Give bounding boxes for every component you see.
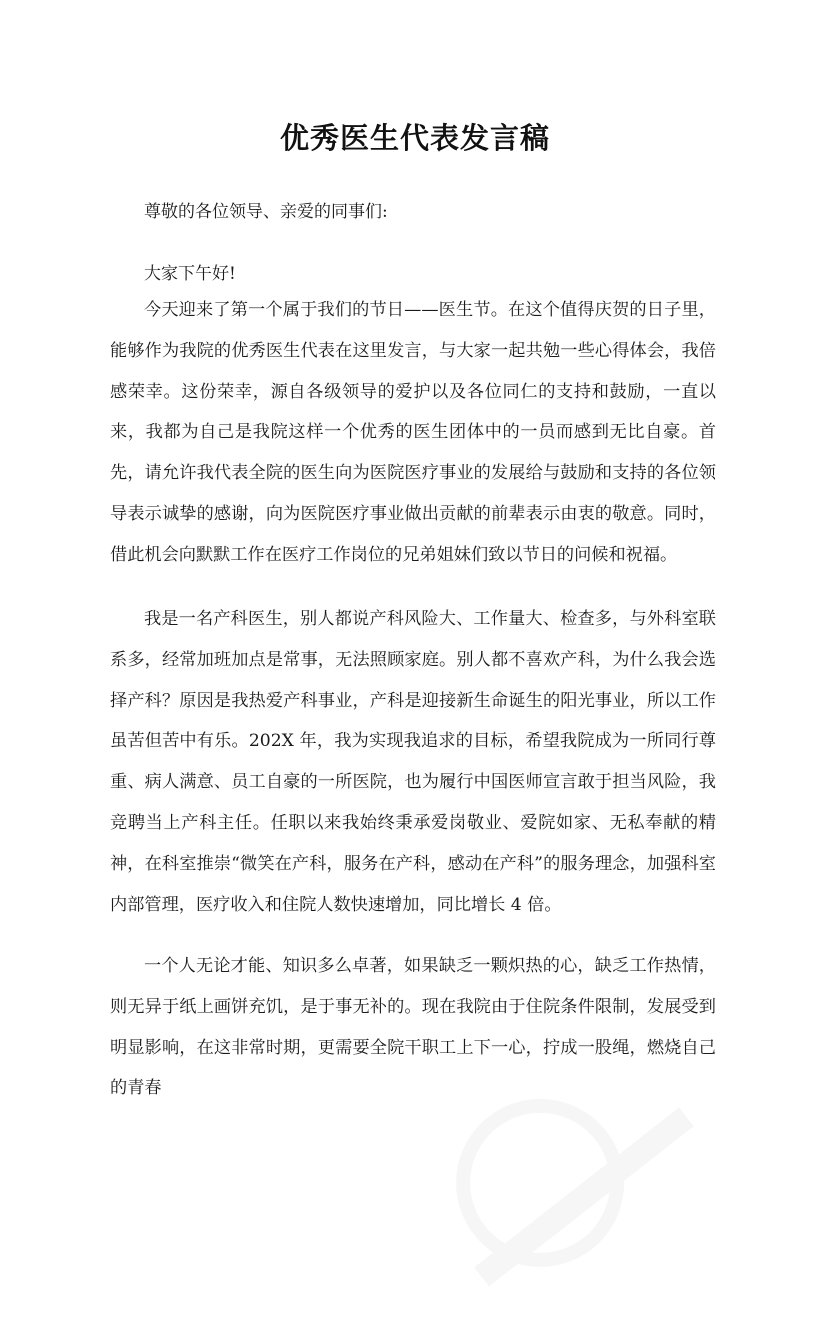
watermark-bar [474, 1107, 694, 1286]
paragraph: 一个人无论才能、知识多么卓著，如果缺乏一颗炽热的心，缺乏工作热情，则无异于纸上画饼充饥，是于事无补的。现在我院由于住院条件限制，发展受到明显影响，在这非常时期，更需要全院干职工上下一心，拧成一股绳，燃烧自己的青春 [110, 956, 716, 1099]
salutation: 尊敬的各位领导、亲爱的同事们: [144, 202, 388, 222]
paragraph: 今天迎来了第一个属于我们的节日——医生节。在这个值得庆贺的日子里，能够作为我院的优秀医生代表在这里发言，与大家一起共勉一些心得体会，我倍感荣幸。这份荣幸，源自各级领导的爱护以及各位同仁的支持和鼓励，一直以来，我都为自己是我院这样一个优秀的医生团体中的一员而感到无比自豪。首先，请允许我代表全院的医生向为医院医疗事业的发展给与鼓励和支持的各位领导表示诚挚的感谢，向为医院医疗事业做出贡献的前辈表示由衷的敬意。同时，借此机会向默默工作在医疗工作岗位的兄弟姐妹们致以节日的问候和祝福。 [110, 300, 716, 565]
paragraph: 我是一名产科医生，别人都说产科风险大、工作量大、检查多，与外科室联系多，经常加班加点是常事，无法照顾家庭。别人都不喜欢产科，为什么我会选择产科？原因是我热爱产科事业，产科是迎接新生命诞生的阳光事业，所以工作虽苦但苦中有乐。202X 年，我为实现我追求的目标，希望我院成为一所同行尊重、病人满意、员工自豪的一所医院，也为履行中国医师宣言敢于担当风险，我竞聘当上产科主任。任职以来我始终秉承爱岗敬业、爱院如家、无私奉献的精神，在科室推崇“微笑在产科，服务在产科，感动在产科”的服务理念，加强科室内部管理，医疗收入和住院人数快速增加，同比增长 4 倍。 [110, 609, 716, 915]
greeting-line: 大家下午好! [144, 264, 236, 284]
document-title: 优秀医生代表发言稿 [279, 121, 550, 155]
